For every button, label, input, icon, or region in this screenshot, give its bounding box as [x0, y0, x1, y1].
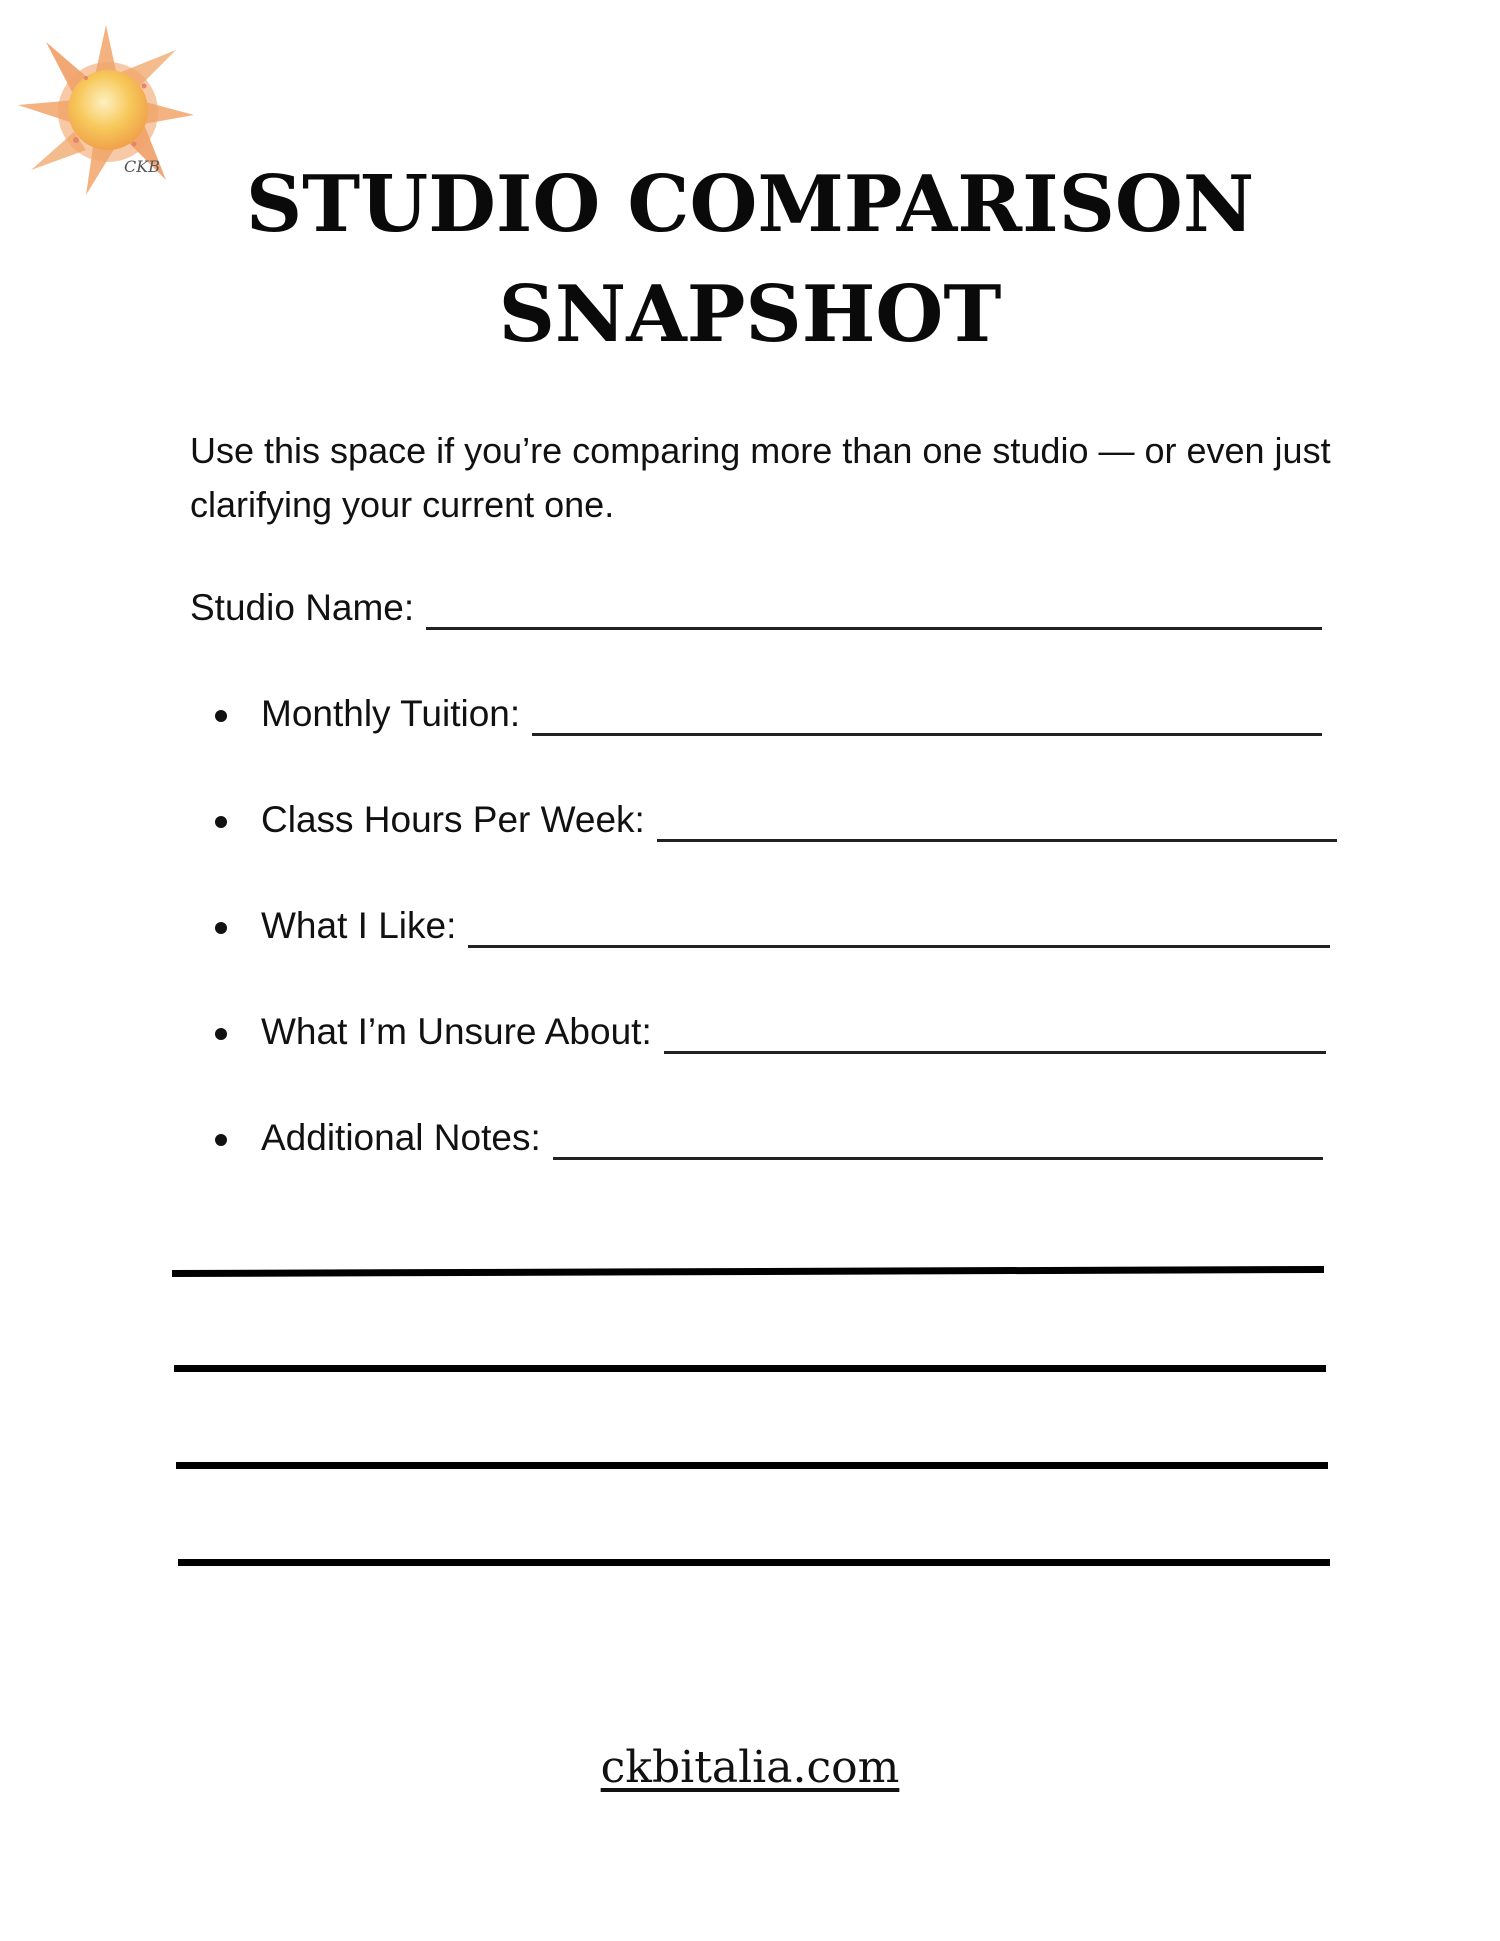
bullet-icon: [215, 710, 227, 722]
title-line-1: STUDIO COMPARISON: [245, 159, 1255, 250]
logo-initials: CKB: [124, 157, 160, 176]
title-line-2: SNAPSHOT: [498, 269, 1002, 360]
field-blank[interactable]: [553, 1127, 1323, 1160]
bullet-icon: [215, 1134, 227, 1146]
studio-name-blank[interactable]: [426, 597, 1322, 630]
page-title: [0, 150, 1500, 370]
field-label: Class Hours Per Week:: [261, 799, 645, 840]
field-unsure-about[interactable]: [215, 1010, 1326, 1054]
field-blank[interactable]: [664, 1021, 1326, 1054]
field-label: What I’m Unsure About:: [261, 1011, 652, 1052]
field-monthly-tuition[interactable]: [215, 692, 1322, 736]
field-additional-notes[interactable]: [215, 1116, 1323, 1160]
field-blank[interactable]: [657, 809, 1337, 842]
studio-name-field[interactable]: [190, 586, 1322, 630]
field-label: Additional Notes:: [261, 1117, 541, 1158]
field-blank[interactable]: [468, 915, 1330, 948]
notes-line[interactable]: [178, 1559, 1330, 1566]
bullet-icon: [215, 922, 227, 934]
notes-line[interactable]: [172, 1266, 1324, 1277]
field-blank[interactable]: [532, 703, 1322, 736]
bullet-icon: [215, 816, 227, 828]
field-label: What I Like:: [261, 905, 457, 946]
notes-line[interactable]: [176, 1462, 1328, 1469]
field-label: Monthly Tuition:: [261, 693, 521, 734]
field-class-hours[interactable]: [215, 798, 1337, 842]
bullet-icon: [215, 1028, 227, 1040]
studio-name-label: Studio Name:: [190, 587, 415, 628]
intro-text: Use this space if you’re comparing more than one studio — or even just clarifying your current one.: [190, 430, 1331, 525]
website-link[interactable]: ckbitalia.com: [600, 1742, 900, 1793]
field-what-i-like[interactable]: [215, 904, 1330, 948]
footer: [0, 1738, 1500, 1798]
notes-line[interactable]: [174, 1365, 1326, 1372]
